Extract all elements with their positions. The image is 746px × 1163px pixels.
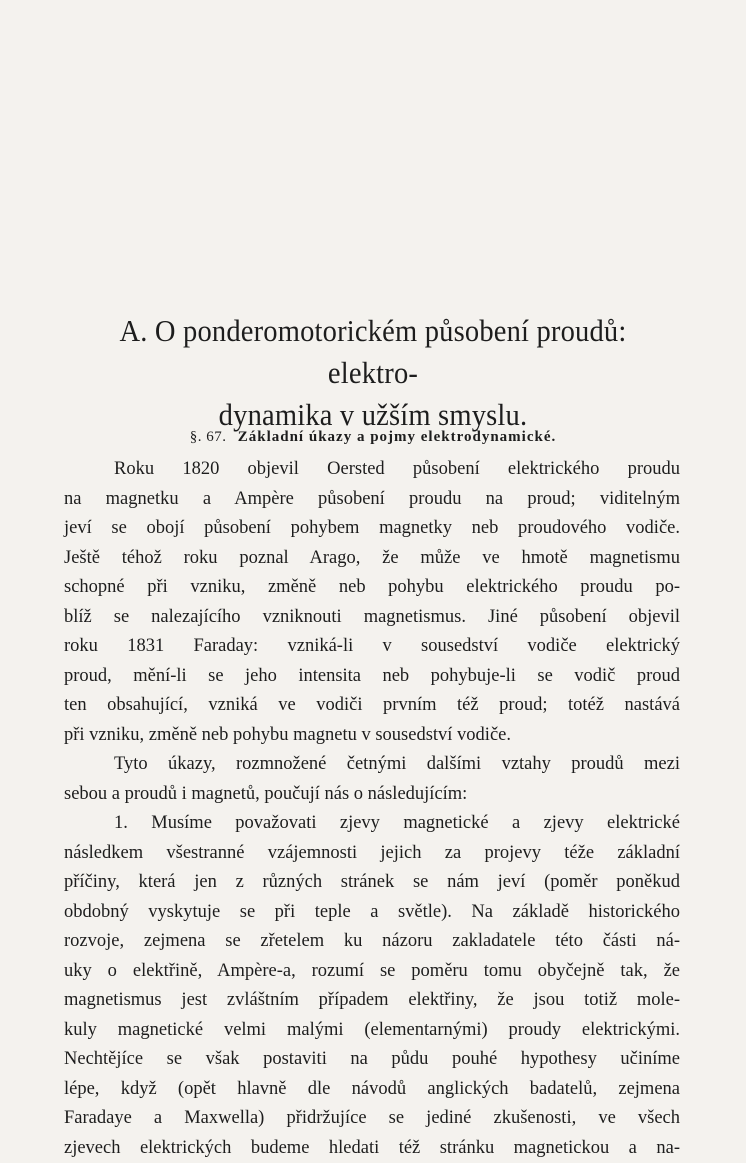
text-line: proud, mění-li se jeho intensita neb pohybuje-li se vodič proud xyxy=(64,662,680,692)
text-line: Ještě téhož roku poznal Arago, že může ve hmotě magnetismu xyxy=(64,544,680,574)
text-line: kuly magnetické velmi malými (elementarnými) proudy elektrickými. xyxy=(64,1016,680,1046)
text-line: magnetismus jest zvláštním případem elektřiny, že jsou totiž mole- xyxy=(64,986,680,1016)
text-line: obdobný vyskytuje se při teple a světle). Na základě historického xyxy=(64,898,680,928)
text-line: při vzniku, změně neb pohybu magnetu v sousedství vodiče. xyxy=(64,721,680,751)
text-line: následkem všestranné vzájemnosti jejich za projevy téže základní xyxy=(64,839,680,869)
text-line: ten obsahující, vzniká ve vodiči prvním též proud; totéž nastává xyxy=(64,691,680,721)
section-title: Základní úkazy a pojmy elektrodynamické. xyxy=(238,429,557,445)
body-text xyxy=(64,455,680,1163)
text-line: příčiny, která jen z různých stránek se nám jeví (poměr poněkud xyxy=(64,868,680,898)
text-line: 1. Musíme považovati zjevy magnetické a zjevy elektrické xyxy=(64,809,680,839)
text-line: Nechtějíce se však postaviti na půdu pouhé hypothesy učiníme xyxy=(64,1045,680,1075)
chapter-title-line-1: A. O ponderomotorickém působení proudů: elektro- xyxy=(85,310,661,394)
section-number: §. 67. xyxy=(190,429,227,445)
chapter-title-line-2: dynamika v užším smyslu. xyxy=(85,394,661,436)
text-line: sebou a proudů i magnetů, poučují nás o následujícím: xyxy=(64,780,680,810)
text-line: na magnetku a Ampère působení proudu na proud; viditelným xyxy=(64,485,680,515)
text-line: uky o elektřině, Ampère-a, rozumí se poměru tomu obyčejně tak, že xyxy=(64,957,680,987)
section-heading xyxy=(60,427,686,447)
text-line: schopné při vzniku, změně neb pohybu elektrického proudu po- xyxy=(64,573,680,603)
text-line: Roku 1820 objevil Oersted působení elektrického proudu xyxy=(64,455,680,485)
text-line: Tyto úkazy, rozmnožené četnými dalšími vztahy proudů mezi xyxy=(64,750,680,780)
text-line: blíž se nalezajícího vzniknouti magnetismus. Jiné působení objevil xyxy=(64,603,680,633)
text-line: zjevech elektrických budeme hledati též stránku magnetickou a na- xyxy=(64,1134,680,1163)
text-line: jeví se obojí působení pohybem magnetky neb proudového vodiče. xyxy=(64,514,680,544)
text-line: Faradaye a Maxwella) přidržujíce se jediné zkušenosti, ve všech xyxy=(64,1104,680,1134)
text-line: roku 1831 Faraday: vzniká-li v sousedství vodiče elektrický xyxy=(64,632,680,662)
text-line: lépe, když (opět hlavně dle návodů anglických badatelů, zejmena xyxy=(64,1075,680,1105)
text-line: rozvoje, zejmena se zřetelem ku názoru zakladatele této části ná- xyxy=(64,927,680,957)
chapter-title xyxy=(85,310,661,436)
